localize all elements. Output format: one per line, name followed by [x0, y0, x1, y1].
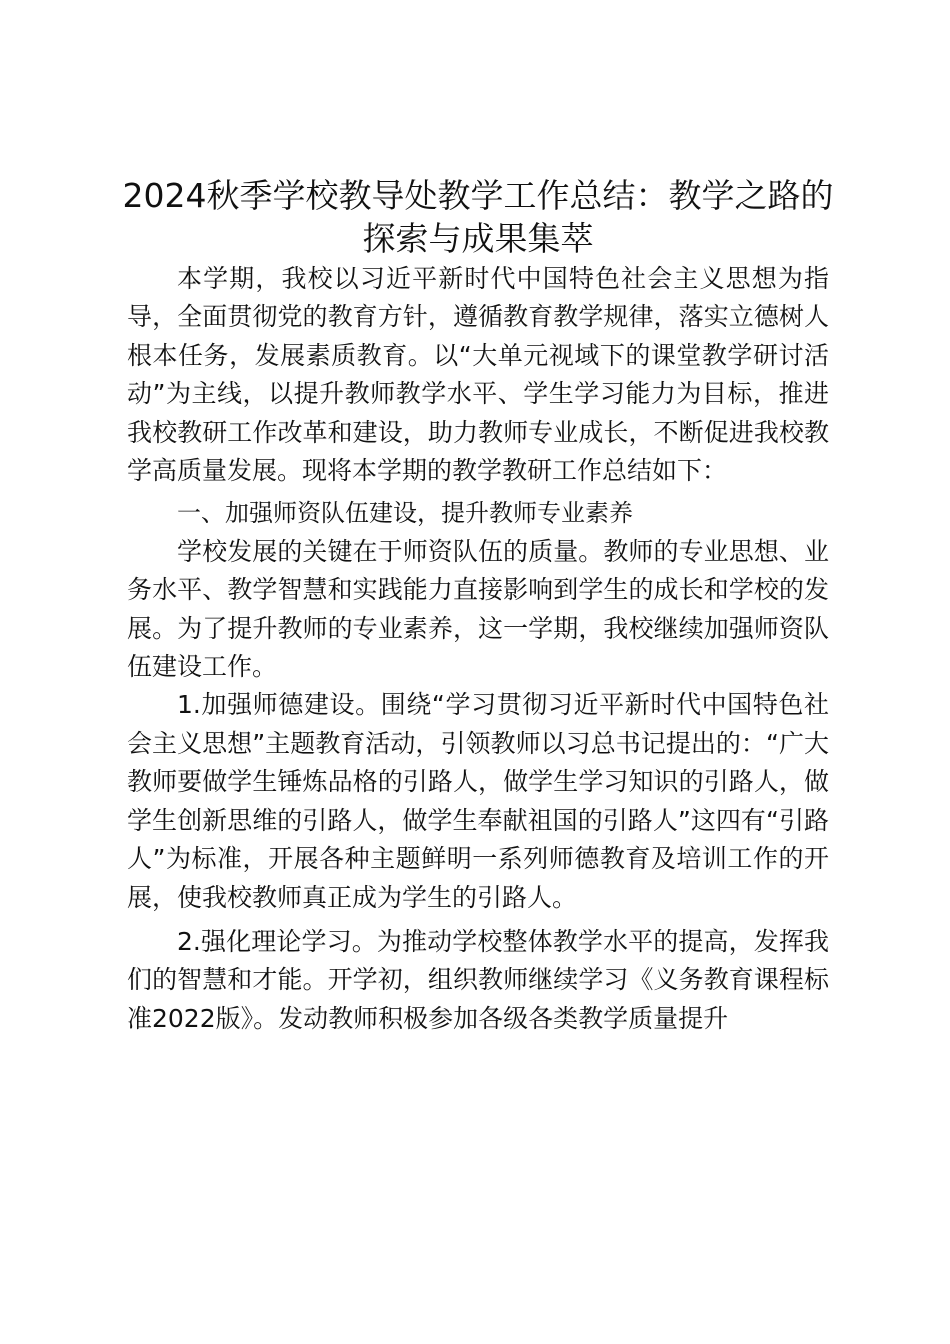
item-2-paragraph: 2.强化理论学习。为推动学校整体教学水平的提高，发挥我们的智慧和才能。开学初，组织教师继续学习《义务教育课程标准2022版》。发动教师积极参加各级各类教学质量提升 — [127, 926, 829, 1033]
section-heading-1: 一、加强师资队伍建设，提升教师专业素养 — [177, 499, 633, 528]
intro-paragraph: 本学期，我校以习近平新时代中国特色社会主义思想为指导，全面贯彻党的教育方针，遵循教育教学规律，落实立德树人根本任务，发展素质教育。以“大单元视域下的课堂教学研讨活动”为主线，以提升教师教学水平、学生学习能力为目标，推进我校教研工作改革和建设，助力教师专业成长，不断促进我校教学高质量发展。现将本学期的教学教研工作总结如下： — [127, 264, 829, 486]
document-title: 2024秋季学校教导处教学工作总结：教学之路的探索与成果集萃 — [122, 176, 834, 258]
item-1-paragraph: 1.加强师德建设。围绕“学习贯彻习近平新时代中国特色社会主义思想”主题教育活动，引领教师以习总书记提出的：“广大教师要做学生锤炼品格的引路人，做学生学习知识的引路人，做学生创新思维的引路人，做学生奉献祖国的引路人”这四有“引路人”为标准，开展各种主题鲜明一系列师德教育及培训工作的开展，使我校教师真正成为学生的引路人。 — [127, 690, 829, 912]
document-body — [122, 174, 834, 1038]
section-1-paragraph: 学校发展的关键在于师资队伍的质量。教师的专业思想、业务水平、教学智慧和实践能力直接影响到学生的成长和学校的发展。为了提升教师的专业素养，这一学期，我校继续加强师资队伍建设工作。 — [127, 536, 829, 682]
